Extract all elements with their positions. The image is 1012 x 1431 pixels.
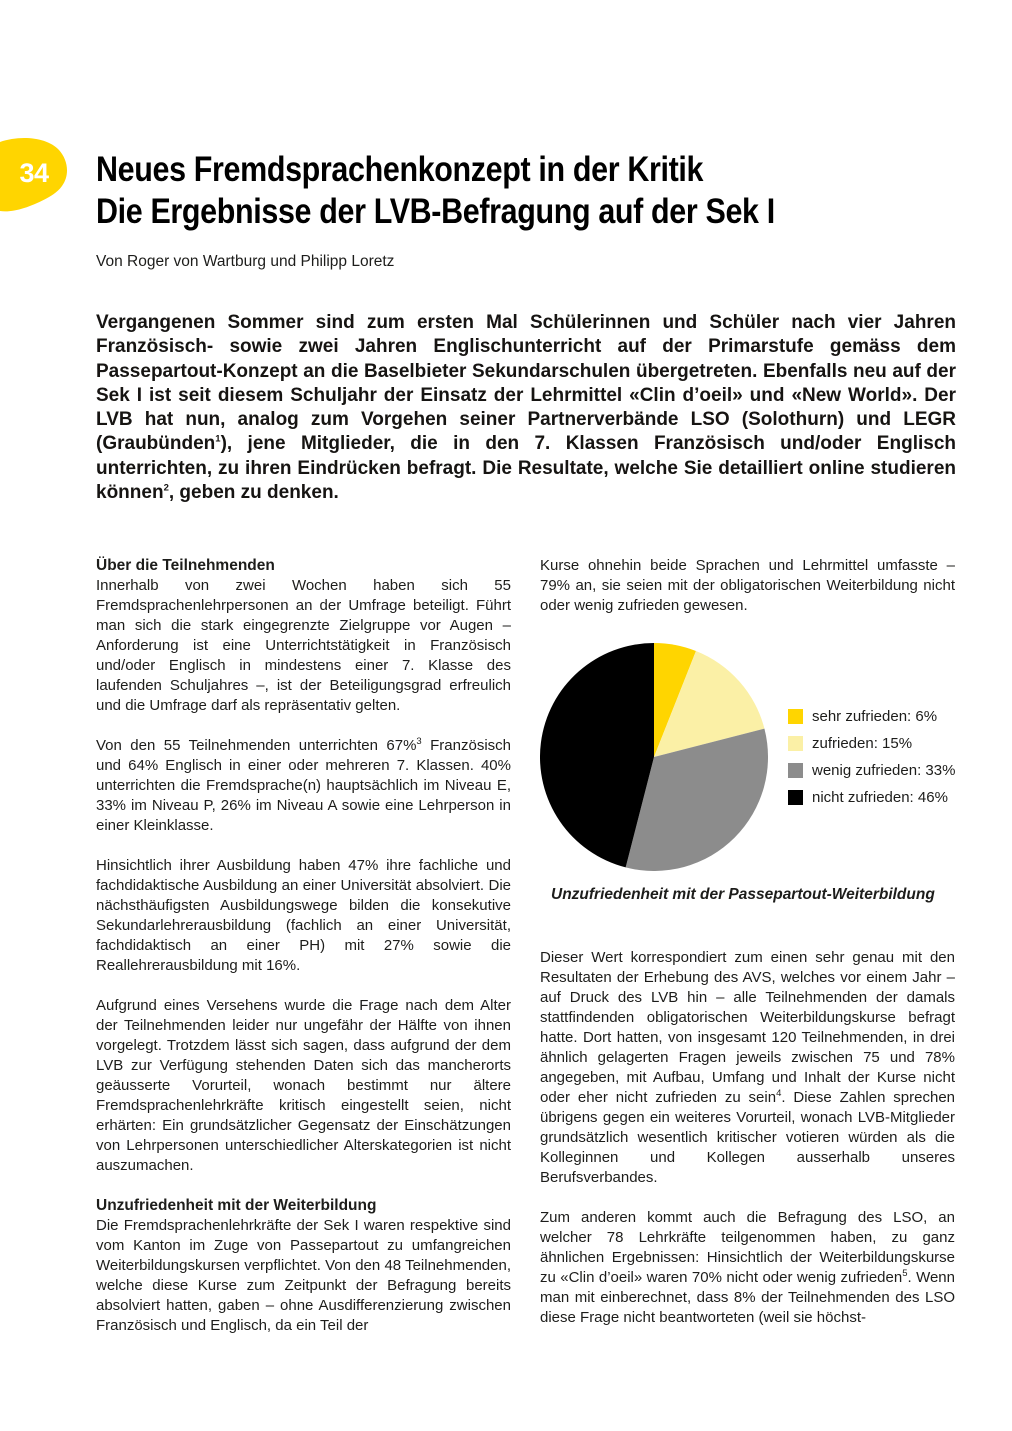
pie-chart-svg	[540, 643, 768, 871]
legend-label: sehr zufrieden: 6%	[812, 708, 938, 725]
legend-swatch-icon	[788, 763, 803, 778]
lead-paragraph: Vergangenen Sommer sind zum ersten Mal Schülerinnen und Schüler nach vier Jahren Französisch- sowie zwei Jahren Englischunterricht auf der Primarstufe gemäss dem Passepartout-Konzept an die Baselbieter Sekundarschulen übergetreten. Ebenfalls neu auf der Sek I ist seit diesem Schuljahr der Einsatz der Lehrmittel «Clin d’oeil» und «New World». Der LVB hat nun, analog zum Vorgehen seiner Partnerverbände LSO (Solothurn) und LEGR (Graubünden$^1$), jene Mitglieder, die in den 7. Klassen Französisch und/oder Englisch unterrichten, zu ihren Eindrücken befragt. Die Resultate, welche Sie detailliert online studieren können$^2$, geben zu denken.	[96, 312, 956, 504]
page-number: 34	[19, 158, 49, 188]
paragraph: Innerhalb von zwei Wochen haben sich 55 Fremdsprachenlehrpersonen an der Umfrage beteiligt. Führt man sich die stark eingegrenzte Zielgruppe vor Augen – Anforderung ist eine Unterrichtstätigkeit in Französisch und/oder Englisch in mindestens einer 7. Klasse des laufenden Schuljahres –, ist der Beteiligungsgrad erfreulich und die Umfrage darf als repräsentativ gelten.	[96, 577, 511, 714]
legend-swatch-icon	[788, 790, 803, 805]
paragraph: Von den 55 Teilnehmenden unterrichten 67%$^3$ Französisch und 64% Englisch in einer oder mehreren 7. Klassen. 40% unterrichten die Fremdsprache(n) hauptsächlich im Niveau E, 33% im Niveau P, 26% im Niveau A sowie eine Lehrperson in einer Kleinklasse.	[96, 736, 511, 834]
chart-legend	[788, 709, 955, 805]
section-heading-teilnehmende: Über die Teilnehmenden	[96, 557, 275, 574]
legend-item	[788, 736, 955, 751]
article-columns	[96, 556, 955, 1356]
byline: Von Roger von Wartburg und Philipp Loretz	[96, 253, 395, 270]
legend-item	[788, 790, 955, 805]
title-line-1: Neues Fremdsprachenkonzept in der Kritik	[96, 150, 704, 189]
paragraph: Kurse ohnehin beide Sprachen und Lehrmittel umfasste – 79% an, sie seien mit der obligatorischen Weiterbildung nicht oder wenig zufrieden gewesen.	[540, 557, 955, 614]
paragraph: Aufgrund eines Versehens wurde die Frage nach dem Alter der Teilnehmenden leider nur ungefähr der Hälfte von ihnen vorgelegt. Trotzdem lässt sich sagen, dass aufgrund der dem LVB zur Verfügung stehenden Daten sich das mancherorts geäusserte Vorurteil, wonach bestimmt nur ältere Fremdsprachenlehrkräfte kritisch eingestellt seien, nicht erhärten: Ein grundsätzlicher Gegensatz der Einschätzungen von Lehrpersonen unterschiedlicher Alterskategorien ist nicht auszumachen.	[96, 997, 511, 1174]
legend-label: nicht zufrieden: 46%	[812, 789, 948, 806]
paragraph: Hinsichtlich ihrer Ausbildung haben 47% ihre fachliche und fachdidaktische Ausbildung an einer Universität absolviert. Die nächsthäufigsten Ausbildungswege bilden die konsekutive Sekundarlehrerausbildung (fachlich an einer Universität, fachdidaktisch an einer PH) mit 27% sowie die Reallehrerausbildung mit 16%.	[96, 857, 511, 974]
paragraph: Zum anderen kommt auch die Befragung des LSO, an welcher 78 Lehrkräfte teilgenommen haben, zu ganz ähnlichen Ergebnissen: Hinsichtlich der Weiterbildungskurse zu «Clin d’oeil» waren 70% nicht oder wenig zufrieden$^5$. Wenn man mit einberechnet, dass 8% der Teilnehmenden des LSO diese Frage nicht beantworteten (weil sie höchst-	[540, 1209, 955, 1326]
chart-caption: Unzufriedenheit mit der Passepartout-Weiterbildung	[551, 886, 935, 903]
legend-item	[788, 709, 955, 724]
legend-swatch-icon	[788, 736, 803, 751]
lead-section	[96, 311, 956, 505]
legend-item	[788, 763, 955, 778]
right-column	[540, 556, 955, 1356]
legend-swatch-icon	[788, 709, 803, 724]
page-number-badge	[0, 136, 70, 216]
legend-label: zufrieden: 15%	[812, 735, 913, 752]
left-column	[96, 556, 511, 1356]
pie-chart-figure	[540, 643, 955, 905]
article-title	[96, 149, 775, 233]
pie-chart	[540, 643, 768, 871]
chart-row	[540, 643, 955, 871]
title-line-2: Die Ergebnisse der LVB-Befragung auf der Sek I	[96, 192, 775, 231]
paragraph: Die Fremdsprachenlehrkräfte der Sek I waren respektive sind vom Kanton im Zuge von Passepartout zu umfangreichen Weiterbildungskursen verpflichtet. Von den 48 Teilnehmenden, welche diese Kurse zum Zeitpunkt der Befragung bereits absolviert hatten, gaben – ohne Ausdifferenzierung zwischen Französisch und Englisch, da ein Teil der	[96, 1217, 511, 1334]
legend-label: wenig zufrieden: 33%	[812, 762, 956, 779]
paragraph: Dieser Wert korrespondiert zum einen sehr genau mit den Resultaten der Erhebung des AVS, welches vor einem Jahr – auf Druck des LVB hin – alle Teilnehmenden der damals stattfindenden obligatorischen Weiterbildungskurse befragt hatte. Dort hatten, von insgesamt 120 Teilnehmenden, in drei ähnlich gelagerten Fragen jeweils zwischen 75 und 78% angegeben, mit Aufbau, Umfang und Inhalt der Kurse nicht oder eher nicht zufrieden zu sein$^4$. Diese Zahlen sprechen übrigens gegen ein weiteres Vorurteil, wonach LVB-Mitglieder grundsätzlich wesentlich kritischer votieren würden als die Kolleginnen und Kollegen ausserhalb unseres Berufsverbandes.	[540, 949, 956, 1186]
section-heading-weiterbildung: Unzufriedenheit mit der Weiterbildung	[96, 1197, 377, 1214]
